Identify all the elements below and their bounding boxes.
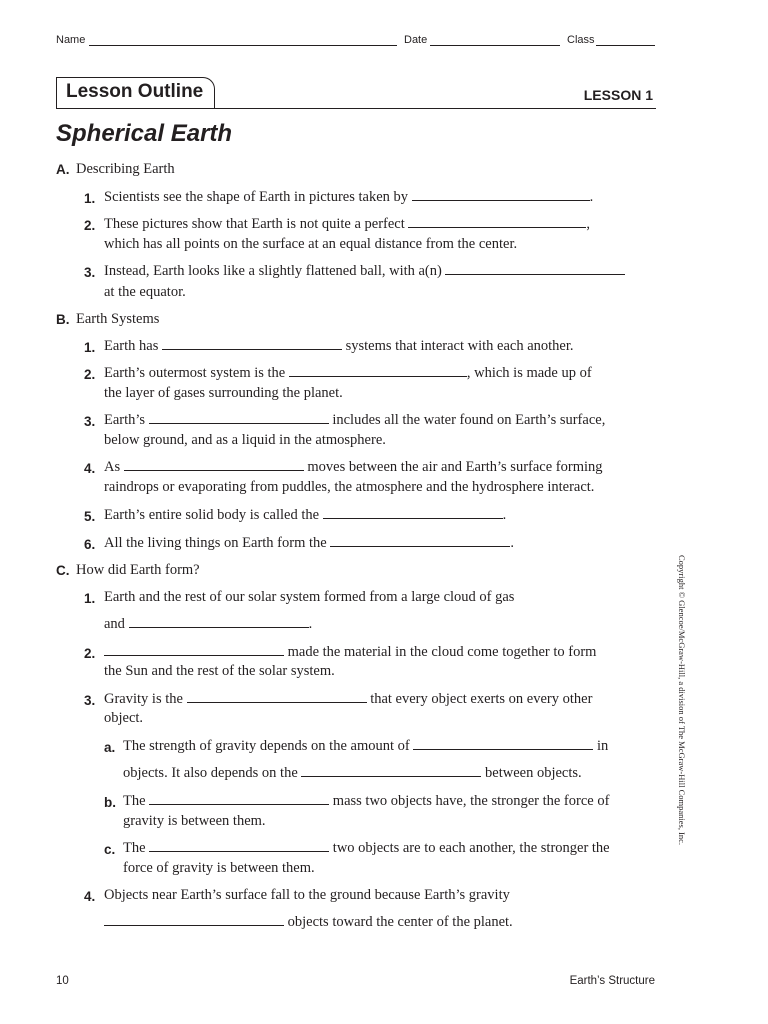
item-number: 3. [84, 693, 96, 708]
item-number: 2. [84, 218, 96, 233]
item-number: 2. [84, 646, 96, 661]
section-letter-b: B. [56, 312, 70, 327]
blank-field[interactable] [408, 227, 586, 228]
item-number: 6. [84, 537, 96, 552]
item-number: 2. [84, 367, 96, 382]
subitem-text-a: The strength of gravity depends on the amount of in [123, 738, 609, 754]
blank-field[interactable] [301, 776, 481, 777]
item-text-c2: made the material in the cloud come together to form [104, 644, 596, 661]
item-text-c3-cont: object. [104, 710, 144, 726]
copyright-notice: Copyright © Glencoe/McGraw-Hill, a division of The McGraw-Hill Companies, Inc. [677, 555, 687, 846]
blank-field[interactable] [149, 423, 329, 424]
subitem-text-c-cont: force of gravity is between them. [123, 860, 315, 876]
section-heading-a: Describing Earth [76, 161, 175, 177]
section-letter-c: C. [56, 563, 70, 578]
item-text-c1: Earth and the rest of our solar system formed from a large cloud of gas [104, 589, 515, 605]
item-text-a3: Instead, Earth looks like a slightly flattened ball, with a(n) [104, 263, 625, 280]
subitem-text-b: The mass two objects have, the stronger the force of [123, 793, 610, 809]
item-number: 1. [84, 340, 96, 355]
name-field[interactable] [89, 45, 397, 46]
blank-field[interactable] [445, 274, 625, 275]
class-label: Class [567, 34, 595, 46]
date-label: Date [404, 34, 428, 46]
blank-field[interactable] [162, 349, 342, 350]
item-text-b5: Earth’s entire solid body is called the . [104, 507, 507, 523]
blank-field[interactable] [289, 376, 467, 377]
item-text-b3: Earth’s includes all the water found on Earth’s surface, [104, 412, 606, 428]
item-text-b6: All the living things on Earth form the . [104, 535, 514, 551]
subitem-letter: b. [104, 795, 116, 810]
blank-field[interactable] [323, 518, 503, 519]
blank-field[interactable] [149, 804, 329, 805]
item-number: 5. [84, 509, 96, 524]
blank-field[interactable] [187, 702, 367, 703]
item-text-a2: These pictures show that Earth is not quite a perfect , [104, 216, 591, 232]
item-number: 4. [84, 889, 96, 904]
item-text-b4: As moves between the air and Earth’s surface forming [104, 459, 603, 475]
blank-field[interactable] [124, 470, 304, 471]
item-text-b3-cont: below ground, and as a liquid in the atmosphere. [104, 432, 386, 448]
blank-field[interactable] [412, 200, 590, 201]
page-number: 10 [56, 975, 69, 987]
item-text-b2: Earth’s outermost system is the , which is made up of [104, 365, 592, 381]
item-number: 3. [84, 414, 96, 429]
item-number: 3. [84, 265, 96, 280]
section-heading-c: How did Earth form? [76, 562, 200, 578]
header-rule [56, 108, 656, 109]
item-text-c2-cont: the Sun and the rest of the solar system. [104, 663, 335, 679]
date-field[interactable] [430, 45, 560, 46]
blank-field[interactable] [413, 749, 593, 750]
blank-field[interactable] [104, 925, 284, 926]
page-title: Spherical Earth [56, 120, 233, 147]
blank-field[interactable] [330, 546, 510, 547]
item-text-c1-cont: and . [104, 616, 313, 632]
section-letter-a: A. [56, 162, 70, 177]
item-number: 4. [84, 461, 96, 476]
subitem-letter: a. [104, 740, 116, 755]
subitem-text-a-cont: objects. It also depends on the between objects. [123, 765, 582, 781]
section-heading-b: Earth Systems [76, 311, 160, 327]
item-text-c4-cont: objects toward the center of the planet. [104, 914, 513, 931]
item-text-a3-cont: at the equator. [104, 284, 186, 300]
blank-field[interactable] [104, 655, 284, 656]
subitem-text-c: The two objects are to each another, the stronger the [123, 840, 610, 856]
item-text-b4-cont: raindrops or evaporating from puddles, the atmosphere and the hydrosphere interact. [104, 479, 595, 495]
item-text-b2-cont: the layer of gases surrounding the planet. [104, 385, 343, 401]
item-text-c3: Gravity is the that every object exerts on every other [104, 691, 593, 707]
lesson-outline-label: Lesson Outline [66, 81, 204, 102]
subitem-text-b-cont: gravity is between them. [123, 813, 266, 829]
name-label: Name [56, 34, 86, 46]
lesson-number: LESSON 1 [583, 87, 653, 103]
subitem-letter: c. [104, 842, 116, 857]
class-field[interactable] [596, 45, 655, 46]
item-text-a2-cont: which has all points on the surface at an equal distance from the center. [104, 236, 518, 252]
book-title: Earth’s Structure [569, 975, 655, 987]
item-number: 1. [84, 591, 96, 606]
item-text-b1: Earth has systems that interact with each another. [104, 338, 574, 354]
blank-field[interactable] [149, 851, 329, 852]
item-text-a1: Scientists see the shape of Earth in pictures taken by . [104, 189, 594, 205]
item-number: 1. [84, 191, 96, 206]
item-text-c4: Objects near Earth’s surface fall to the ground because Earth’s gravity [104, 887, 510, 903]
blank-field[interactable] [129, 627, 309, 628]
